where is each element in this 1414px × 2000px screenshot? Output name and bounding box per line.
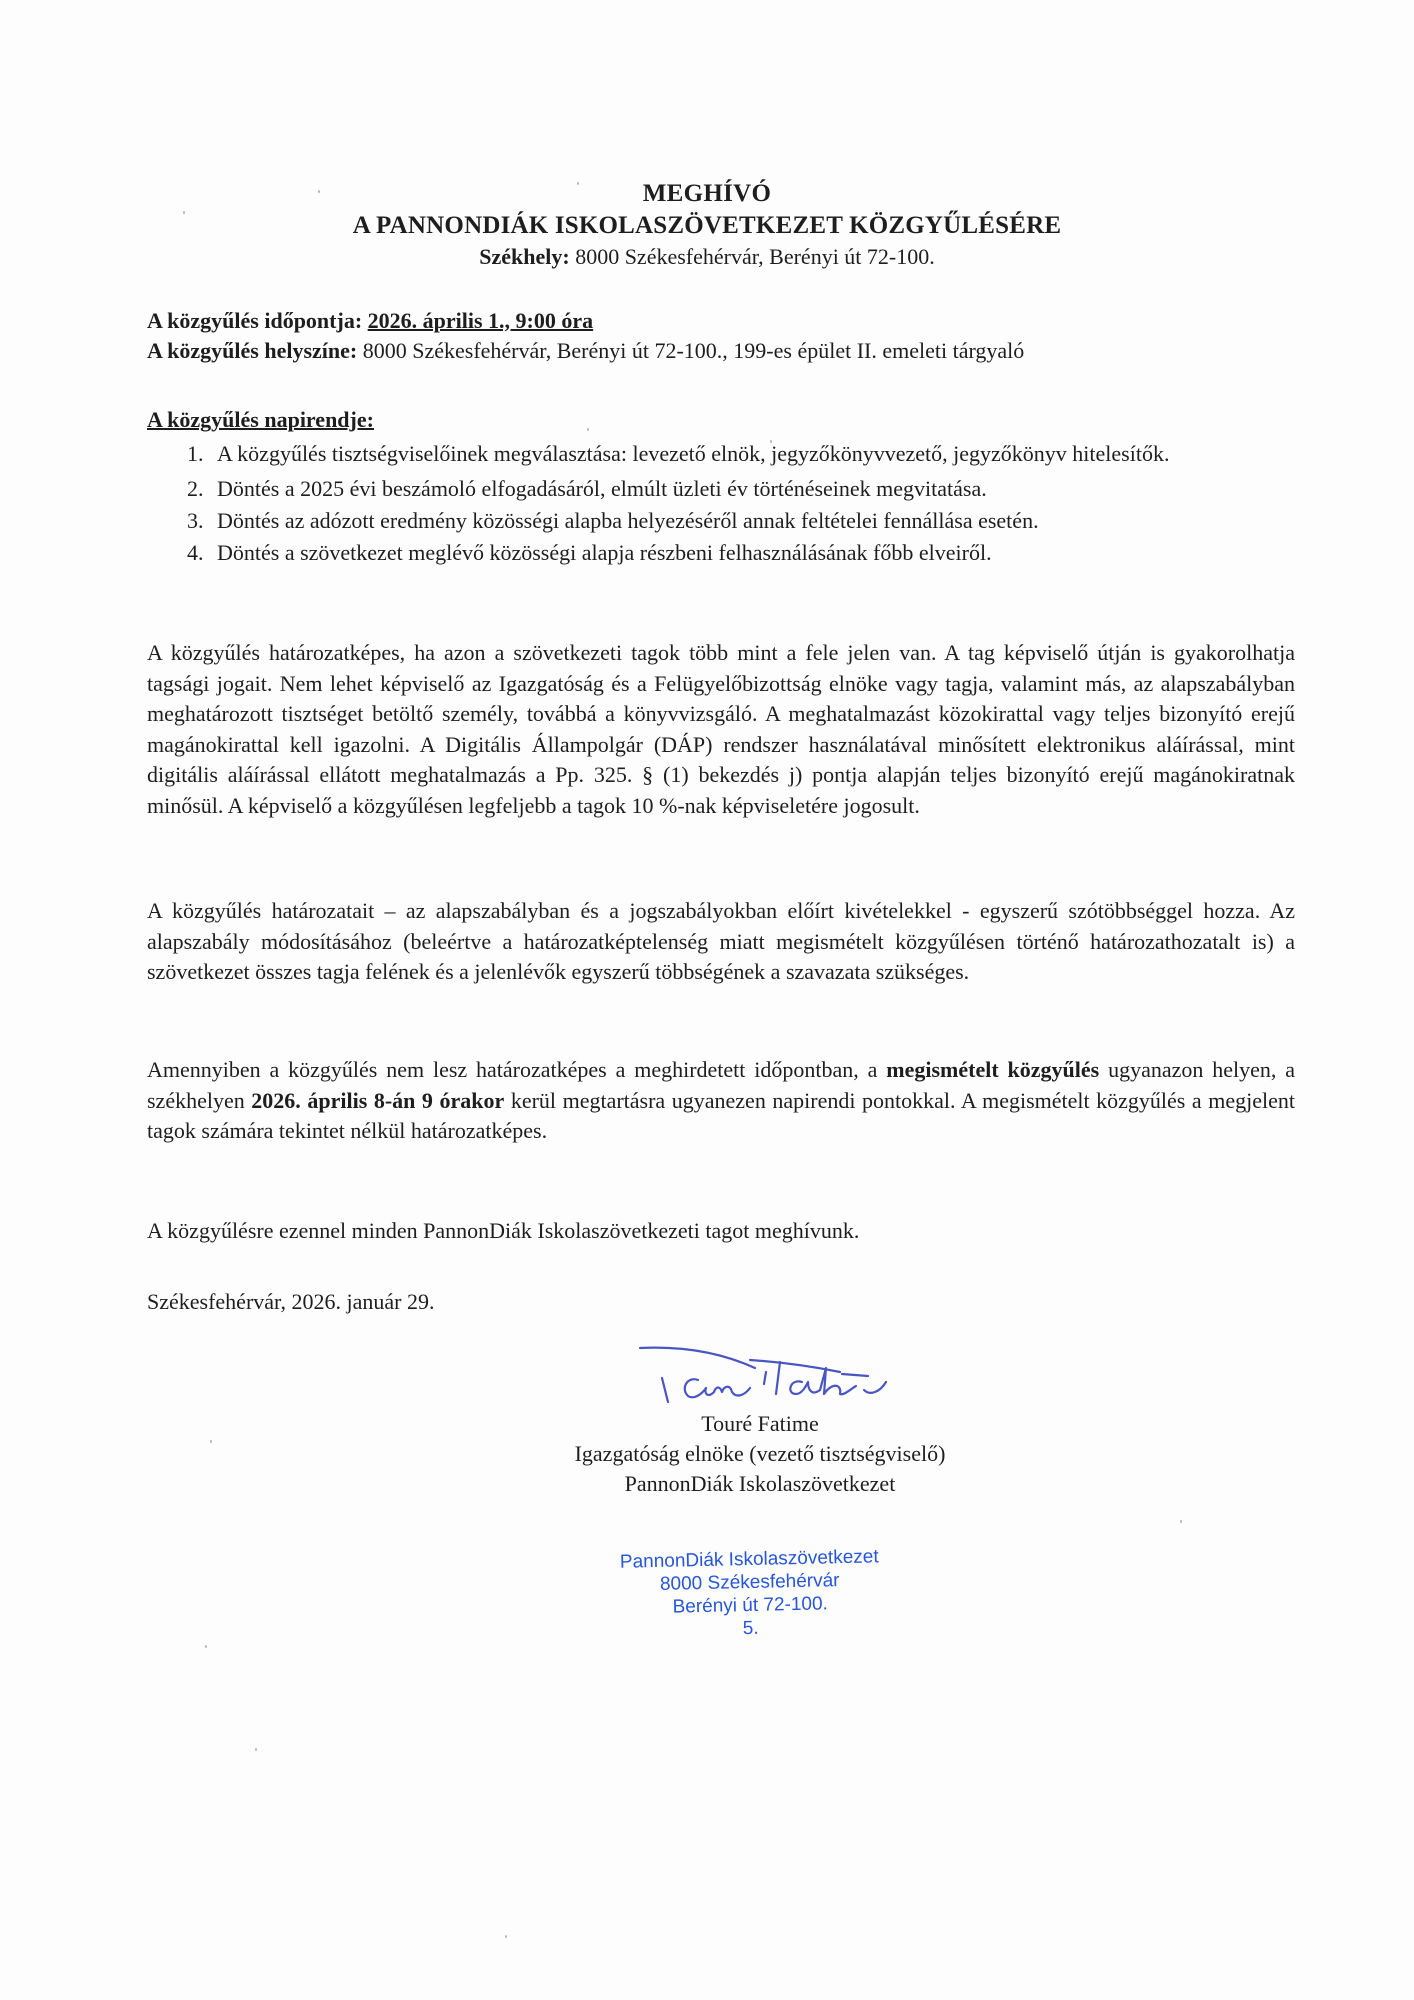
stamp-line-street: Berényi út 72-100.	[672, 1593, 829, 1618]
document-subtitle: A PANNONDIÁK ISKOLASZÖVETKEZET KÖZGYŰLÉSÉRE	[352, 212, 1062, 239]
agenda-item	[147, 473, 1297, 505]
scan-speck	[505, 1935, 507, 1938]
agenda-item-text: Döntés az adózott eredmény közösségi alapba helyezéséről annak feltételei fennállása esetén.	[217, 508, 1039, 533]
agenda-item-text: Döntés a szövetkezet meglévő közösségi alapja részbeni felhasználásának főbb elveiről.	[217, 540, 992, 565]
repeat-text-1: Amennyiben a közgyűlés nem lesz határozatképes a meghirdetett időpontban, a	[147, 1057, 887, 1082]
agenda-list	[147, 435, 1297, 569]
agenda-item-number: 2.	[187, 476, 204, 501]
seat-line	[0, 242, 1414, 272]
agenda-item	[147, 435, 1297, 473]
seat-label: Székhely:	[479, 244, 570, 269]
seat-value: 8000 Székesfehérvár, Berényi út 72-100.	[569, 244, 935, 269]
repeat-text-2: ugyanazon helyen, a székhelyen	[147, 1057, 1296, 1113]
meeting-place-line	[147, 336, 1024, 366]
meeting-time-value: 2026. április 1., 9:00 óra	[367, 308, 594, 333]
decisions-paragraph: A közgyűlés határozatait – az alapszabályban és a jogszabályokban előírt kivételekkel - egyszerű szótöbbséggel hozza. Az alapszabály módosításához (beleértve a határozatképtelenség miatt megismételt közgyűlésen történő határozathozatalt is) a szövetkezet összes tagja felének és a jelenlévők egyszerű többségének a szavazata szükséges.	[147, 898, 1295, 984]
signature-block	[480, 1338, 1040, 1499]
stamp-line-city: 8000 Székesfehérvár	[659, 1570, 840, 1595]
agenda-item	[147, 537, 1297, 569]
scan-speck	[210, 1440, 212, 1443]
company-stamp	[584, 1545, 916, 1644]
agenda-heading: A közgyűlés napirendje:	[147, 407, 374, 432]
agenda-item-text: Döntés a 2025 évi beszámoló elfogadásáról, elmúlt üzleti év történéseinek megvitatása.	[217, 476, 987, 501]
agenda-item	[147, 505, 1297, 537]
meeting-time-label: A közgyűlés időpontja:	[147, 308, 363, 333]
meeting-place-label: A közgyűlés helyszíne:	[147, 338, 358, 363]
repeat-meeting-paragraph	[147, 1055, 1295, 1147]
document-title: MEGHÍVÓ	[642, 180, 772, 207]
signatory-organization: PannonDiák Iskolaszövetkezet	[624, 1471, 896, 1496]
date-line: Székesfehérvár, 2026. január 29.	[147, 1289, 435, 1314]
quorum-paragraph: A közgyűlés határozatképes, ha azon a szövetkezeti tagok több mint a fele jelen van. A tag képviselő útján is gyakorolhatja tagsági jogait. Nem lehet képviselő az Igazgatóság és a Felügyelőbizottság elnöke vagy tagja, valamint más, az alapszabályban meghatározott tisztséget betöltő személy, továbbá a könyvvizsgáló. A meghatalmazást közokirattal vagy teljes bizonyító erejű magánokirattal kell igazolni. A Digitális Állampolgár (DÁP) rendszer használatával minősített elektronikus aláírással, mint digitális aláírással ellátott meghatalmazás a Pp. 325. § (1) bekezdés j) pontja alapján teljes bizonyító erejű magánokiratnak minősül. A képviselő a közgyűlésen legfeljebb a tagok 10 %-nak képviseletére jogosult.	[147, 640, 1295, 818]
agenda-item-number: 3.	[187, 508, 204, 533]
agenda-section	[147, 405, 1297, 569]
repeat-text-3: kerül megtartásra ugyanezen napirendi pontokkal. A megismételt közgyűlés a megjelent tagok számára tekintet nélkül határozatképes.	[147, 1087, 1295, 1143]
scan-speck	[255, 1748, 257, 1751]
agenda-item-number: 1.	[187, 441, 204, 466]
meeting-time-line	[147, 306, 1024, 336]
stamp-line-org: PannonDiák Iskolaszövetkezet	[619, 1546, 879, 1573]
stamp-line-number: 5.	[742, 1617, 759, 1640]
invite-paragraph: A közgyűlésre ezennel minden PannonDiák Iskolaszövetkezeti tagot meghívunk.	[147, 1218, 860, 1243]
meeting-place-value: 8000 Székesfehérvár, Berényi út 72-100., 199-es épület II. emeleti tárgyaló	[357, 338, 1025, 363]
scan-speck	[1180, 1520, 1182, 1523]
repeat-date-bold: 2026. április 8-án 9 órakor	[251, 1087, 505, 1113]
scan-speck	[205, 1645, 207, 1648]
repeat-bold-text-1: megismételt közgyűlés	[886, 1057, 1100, 1082]
signatory-name: Touré Fatime	[701, 1411, 819, 1436]
document-header	[0, 178, 1414, 272]
handwritten-signature-icon	[580, 1338, 940, 1413]
agenda-item-number: 4.	[187, 540, 204, 565]
meeting-details	[147, 306, 1024, 366]
agenda-item-text: A közgyűlés tisztségviselőinek megválasztása: levezető elnök, jegyzőkönyvvezető, jegyzőkönyv hitelesítők.	[217, 441, 1170, 466]
signatory-role: Igazgatóság elnöke (vezető tisztségviselő)	[574, 1441, 946, 1466]
